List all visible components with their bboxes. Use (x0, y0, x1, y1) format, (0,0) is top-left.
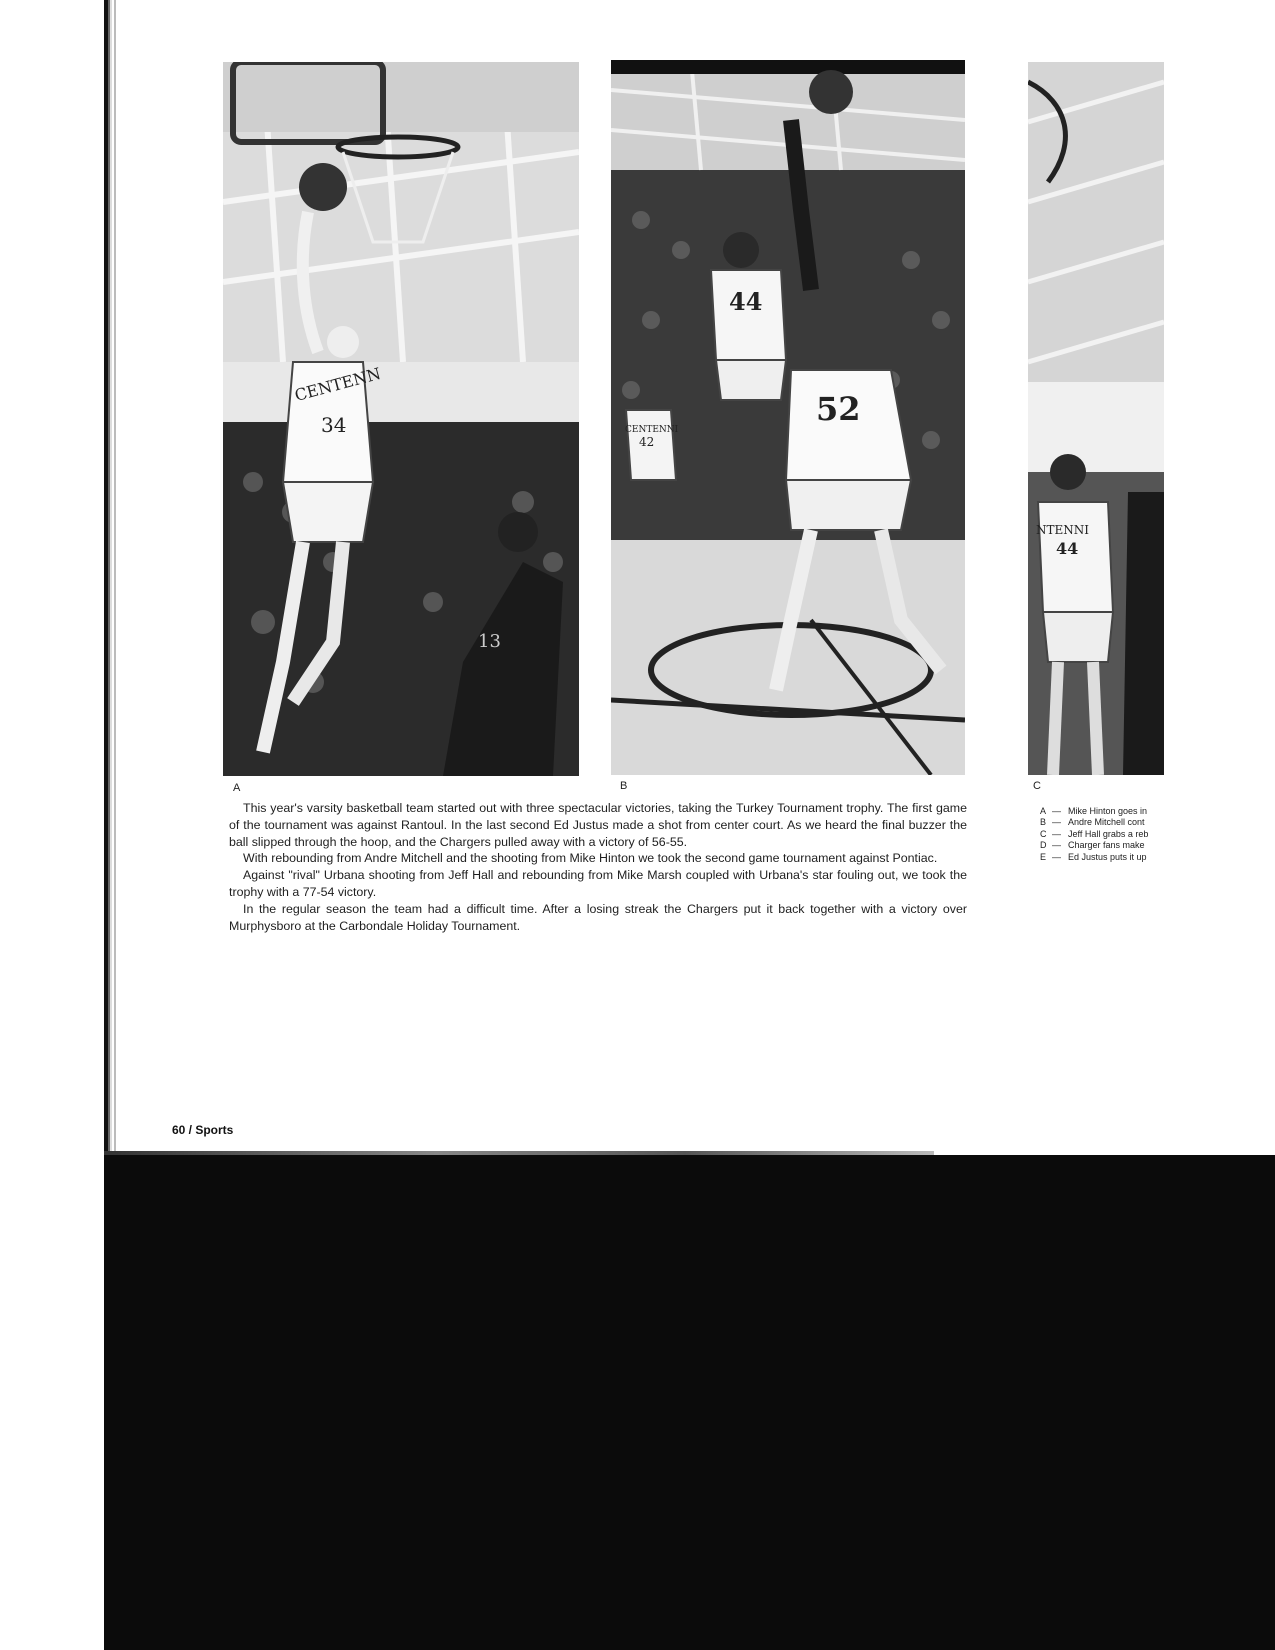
caption-text: Ed Justus puts it up (1068, 851, 1147, 862)
photo-a-jersey-text: CENTENN (292, 363, 383, 406)
caption-row (1040, 806, 1165, 817)
page-folio: 60 / Sports (172, 1123, 234, 1137)
caption-dash: — (1052, 828, 1061, 839)
caption-dash: — (1052, 806, 1061, 816)
photo-captions (1040, 806, 1165, 863)
photo-b-jersey-number-42: 42 (639, 435, 655, 449)
photo-c-jersey-text: NTENNI (1036, 523, 1090, 537)
article-paragraph: Against "rival" Urbana shooting from Jeff Hall and rebounding from Mike Marsh coupled with Urbana's star fouling out, we took the trophy with a 77-54 victory. (229, 868, 967, 899)
photo-b-jersey-number-44: 44 (729, 287, 763, 316)
caption-row (1040, 829, 1165, 840)
caption-key: A (1040, 806, 1047, 816)
caption-text: Jeff Hall grabs a reb (1068, 828, 1149, 839)
photo-label-a: A (233, 782, 241, 794)
caption-row (1040, 852, 1165, 863)
scan-background (104, 1155, 1275, 1650)
photo-b-jersey-number-52: 52 (816, 390, 861, 428)
caption-key: C (1040, 828, 1047, 839)
article-body (229, 800, 967, 934)
photo-c (1028, 62, 1164, 775)
article-paragraph: This year's varsity basketball team started out with three spectacular victories, taking the Turkey Tournament trophy. The first game of the tournament was against Rantoul. In the last second Ed Justus made a shot from center court. As we heard the final buzzer the ball slipped through the hoop, and the Chargers pulled away with a victory of 56-55. (229, 801, 967, 849)
caption-text: Andre Mitchell cont (1068, 817, 1145, 828)
photo-a-illustration (223, 62, 579, 776)
photo-a-jersey-number-34: 34 (321, 413, 347, 437)
caption-key: B (1040, 817, 1047, 828)
caption-key: D (1040, 840, 1047, 851)
caption-dash: — (1052, 840, 1061, 851)
photo-label-b: B (620, 780, 628, 792)
caption-text: Mike Hinton goes in (1068, 806, 1148, 816)
caption-dash: — (1052, 851, 1061, 862)
photo-a (223, 62, 579, 776)
caption-key: E (1040, 851, 1047, 862)
caption-row (1040, 817, 1165, 828)
photo-c-jersey-number-44: 44 (1056, 539, 1079, 558)
caption-dash: — (1052, 817, 1061, 828)
article-paragraph: With rebounding from Andre Mitchell and the shooting from Mike Hinton we took the second game tournament against Pontiac. (243, 851, 938, 866)
article-paragraph: In the regular season the team had a difficult time. After a losing streak the Chargers put it back together with a victory over Murphysboro at the Carbondale Holiday Tournament. (229, 901, 967, 933)
photo-b (611, 60, 965, 775)
photo-b-jersey-text: CENTENNI (625, 425, 679, 435)
caption-row (1040, 840, 1165, 851)
photo-a-jersey-number-13: 13 (478, 631, 501, 652)
book-spine (104, 0, 122, 1160)
photo-b-illustration (611, 60, 965, 775)
photo-c-illustration (1028, 62, 1164, 775)
photo-label-c: C (1033, 780, 1041, 792)
caption-text: Charger fans make (1068, 840, 1145, 851)
